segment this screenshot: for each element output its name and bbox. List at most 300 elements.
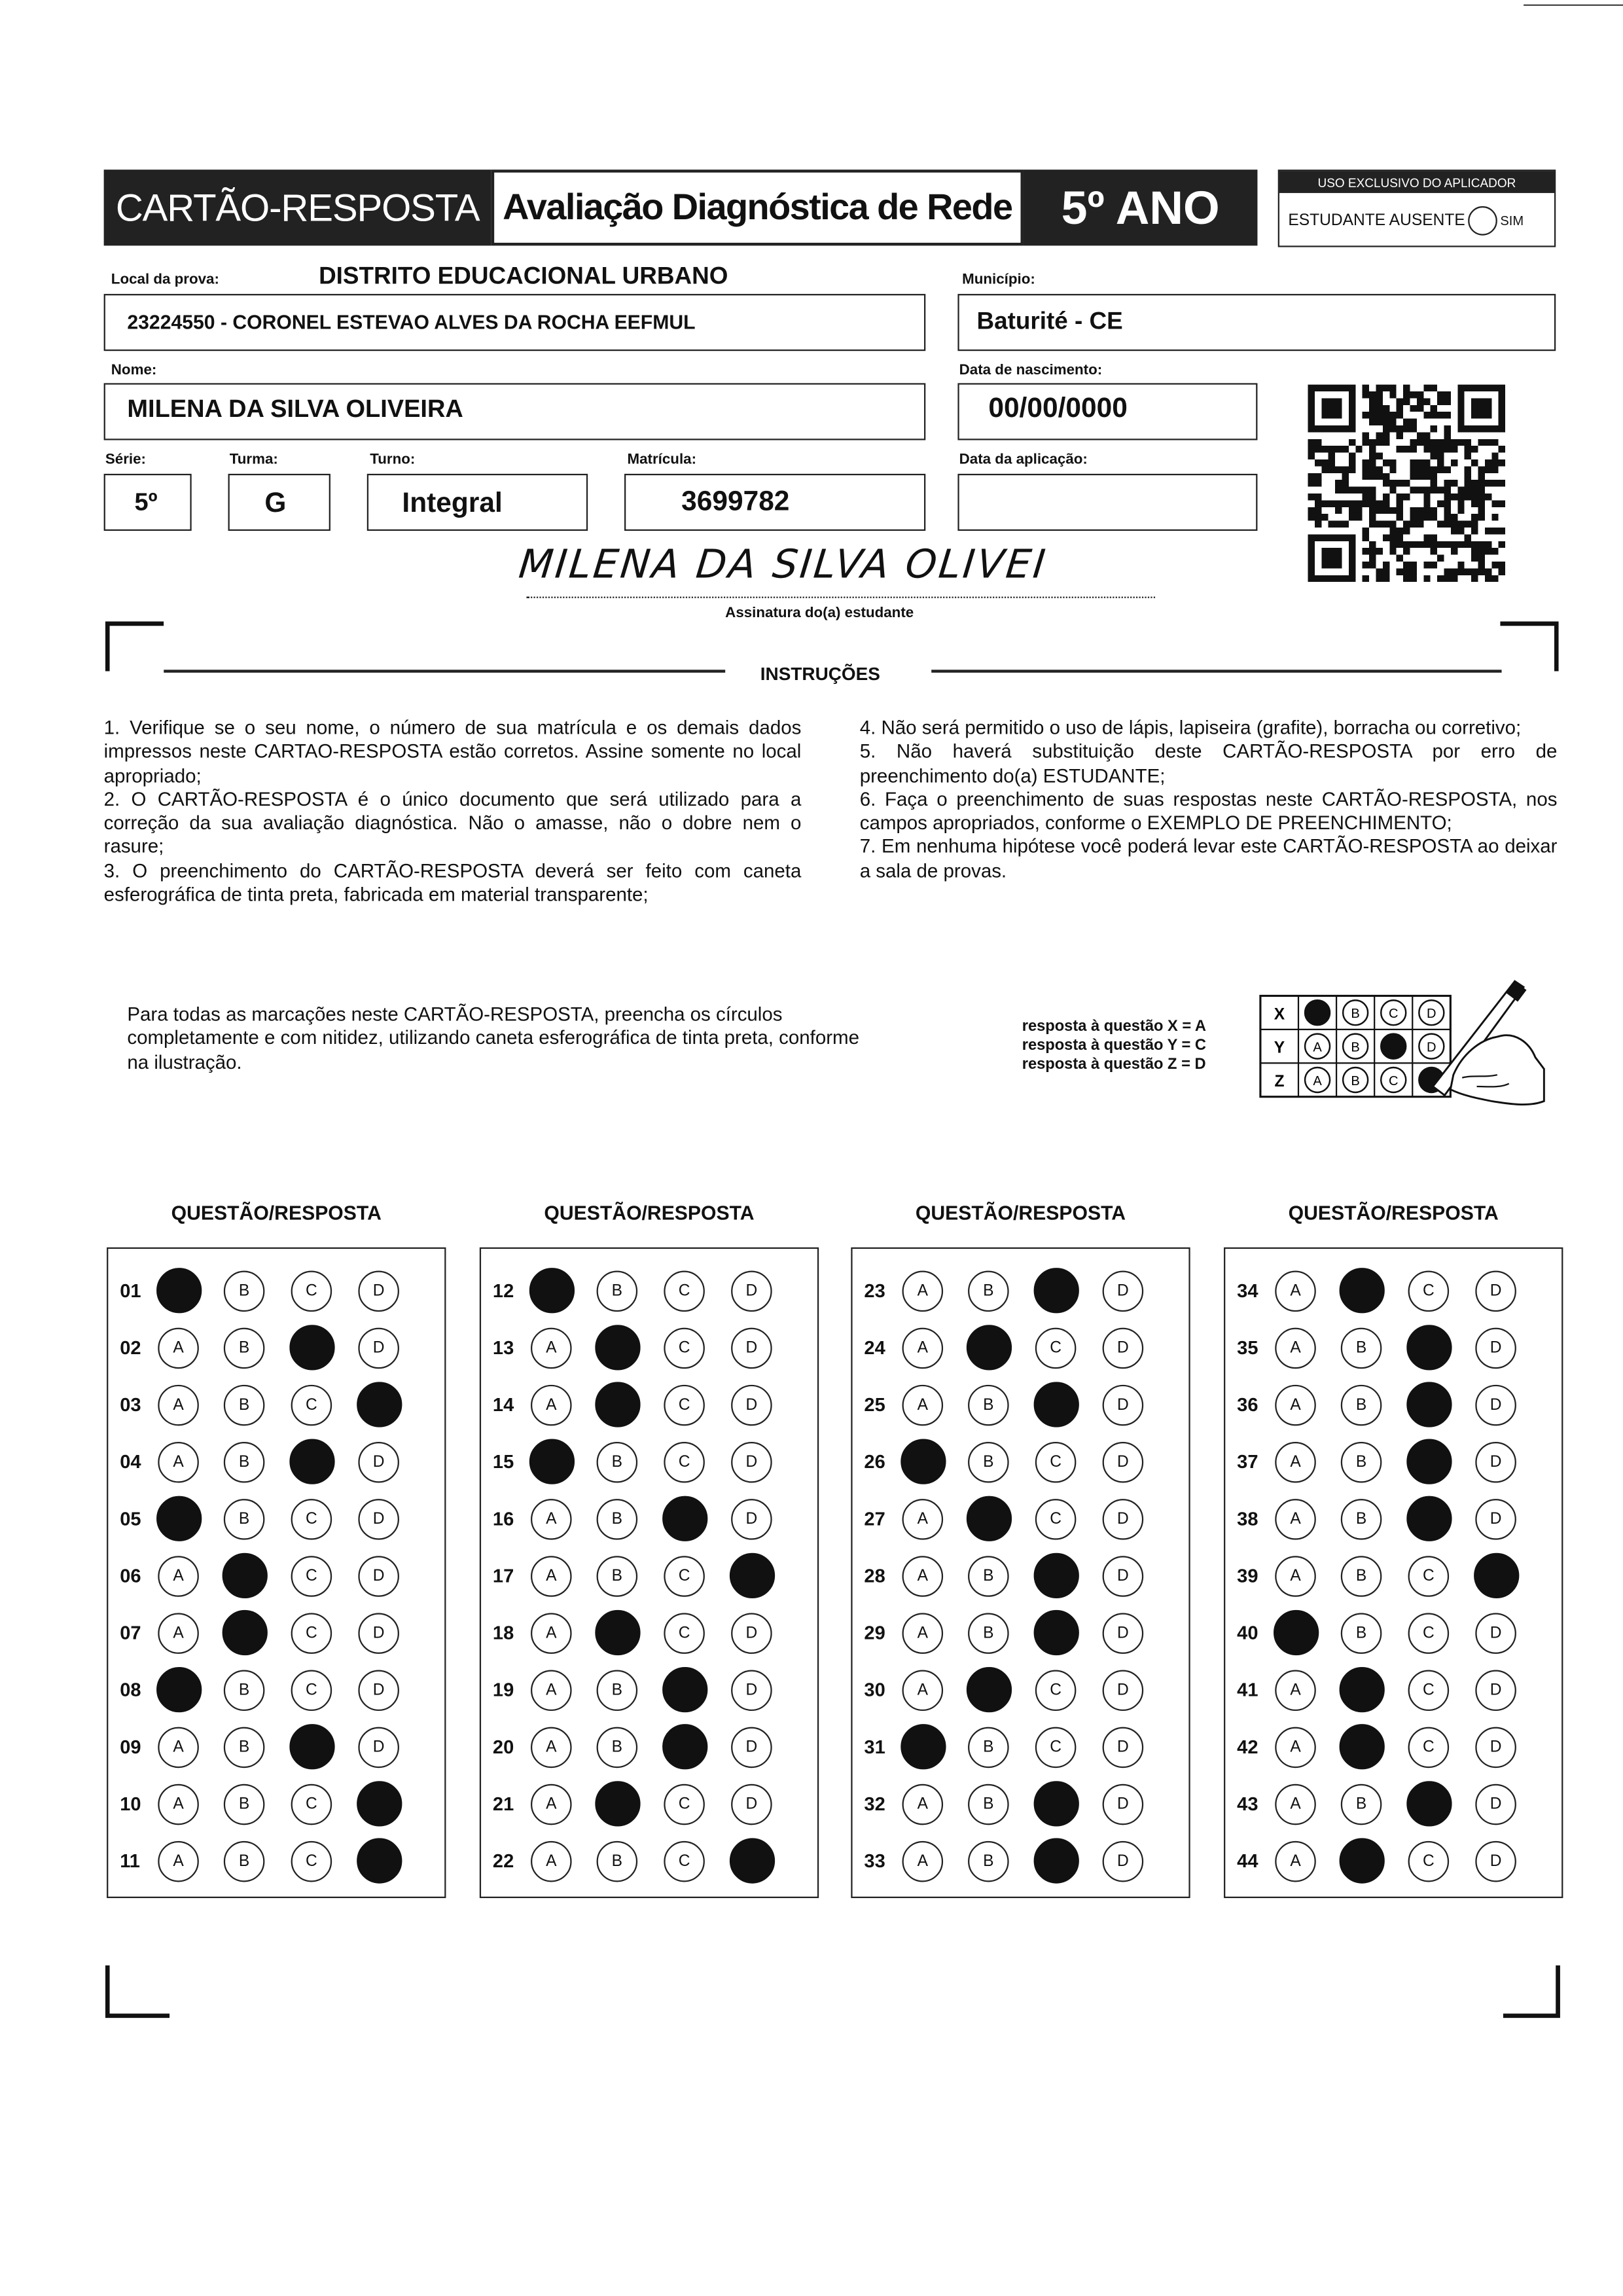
answer-bubble-d[interactable]: D (731, 1328, 772, 1369)
answer-bubble-d[interactable]: D (1475, 1841, 1516, 1882)
answer-bubble-a-filled[interactable] (1273, 1610, 1318, 1655)
answer-bubble-b-filled[interactable] (966, 1496, 1011, 1541)
answer-bubble-d[interactable]: D (1103, 1499, 1144, 1540)
answer-bubble-c-filled[interactable] (289, 1439, 334, 1484)
answer-bubble-c-filled[interactable] (662, 1667, 707, 1712)
answer-bubble-d[interactable]: D (731, 1271, 772, 1312)
answer-bubble-a[interactable]: A (902, 1784, 944, 1825)
question-number: 16 (492, 1507, 514, 1530)
question-number: 25 (864, 1393, 885, 1416)
answer-bubble-a[interactable]: A (158, 1556, 199, 1597)
card-title: CARTÃO-RESPOSTA (104, 170, 491, 245)
answer-bubble-d[interactable]: D (1103, 1784, 1144, 1825)
answer-bubble-d-filled[interactable] (356, 1781, 401, 1826)
answer-bubble-c[interactable]: C (1408, 1727, 1450, 1768)
answer-bubble-b-filled[interactable] (594, 1781, 639, 1826)
answer-row-12 (481, 1269, 817, 1313)
answer-row-16 (481, 1498, 817, 1541)
answer-row-24 (853, 1326, 1189, 1370)
answer-bubble-b[interactable]: B (968, 1556, 1009, 1597)
answer-row-41 (1225, 1668, 1561, 1712)
absent-checkbox[interactable] (1468, 206, 1497, 236)
answer-bubble-d[interactable]: D (358, 1442, 399, 1483)
answer-bubble-c-filled[interactable] (289, 1724, 334, 1769)
answer-row-13 (481, 1326, 817, 1370)
answer-bubble-c[interactable]: C (1035, 1727, 1077, 1768)
municipio-value: Baturité - CE (976, 308, 1123, 335)
answer-bubble-c[interactable]: C (664, 1556, 705, 1597)
answer-bubble-d[interactable]: D (1103, 1556, 1144, 1597)
nome-label: Nome: (111, 363, 157, 379)
answer-bubble-a[interactable]: A (1275, 1556, 1316, 1597)
answer-bubble-d[interactable]: D (1103, 1670, 1144, 1711)
answer-bubble-a[interactable]: A (902, 1841, 944, 1882)
answer-bubble-c[interactable]: C (291, 1556, 332, 1597)
question-number: 33 (864, 1850, 885, 1872)
answer-row-03 (108, 1384, 444, 1427)
answer-bubble-a-filled[interactable] (156, 1496, 201, 1541)
answer-bubble-d-filled[interactable] (729, 1838, 774, 1883)
answer-bubble-b[interactable]: B (597, 1670, 638, 1711)
evaluation-title: Avaliação Diagnóstica de Rede (491, 170, 1024, 245)
answer-bubble-c-filled[interactable] (289, 1325, 334, 1370)
answer-bubble-d[interactable]: D (1475, 1670, 1516, 1711)
answer-bubble-c[interactable]: C (291, 1670, 332, 1711)
answer-row-25 (853, 1384, 1189, 1427)
answer-bubble-b[interactable]: B (968, 1784, 1009, 1825)
answer-bubble-c-filled[interactable] (1033, 1268, 1078, 1313)
answer-bubble-a[interactable]: A (531, 1841, 572, 1882)
answer-bubble-d[interactable]: D (358, 1670, 399, 1711)
instructions-left-column (104, 717, 802, 907)
question-number: 15 (492, 1450, 514, 1473)
answer-bubble-c-filled[interactable] (1406, 1325, 1451, 1370)
answer-bubble-b-filled[interactable] (221, 1553, 266, 1598)
answer-bubble-c[interactable]: C (664, 1271, 705, 1312)
answer-bubble-d[interactable]: D (358, 1271, 399, 1312)
answer-bubble-a[interactable]: A (531, 1385, 572, 1426)
answer-bubble-c[interactable]: C (291, 1613, 332, 1654)
answer-bubble-d[interactable]: D (358, 1328, 399, 1369)
answer-bubble-d-filled[interactable] (1473, 1553, 1518, 1598)
answer-bubble-d[interactable]: D (1475, 1271, 1516, 1312)
answer-row-33 (853, 1840, 1189, 1884)
answer-row-04 (108, 1441, 444, 1484)
answer-bubble-d[interactable]: D (731, 1727, 772, 1768)
applicator-box (1278, 170, 1556, 247)
answer-bubble-d[interactable]: D (358, 1727, 399, 1768)
answer-bubble-a[interactable]: A (158, 1613, 199, 1654)
answer-bubble-b[interactable]: B (224, 1841, 265, 1882)
answer-bubble-a[interactable]: A (902, 1499, 944, 1540)
answer-bubble-a[interactable]: A (1275, 1727, 1316, 1768)
answer-bubble-d[interactable]: D (1475, 1727, 1516, 1768)
answer-bubble-b[interactable]: B (1341, 1385, 1382, 1426)
answer-column-title: QUESTÃO/RESPOSTA (544, 1202, 755, 1225)
answer-bubble-a[interactable]: A (158, 1385, 199, 1426)
example-legend (1022, 1018, 1206, 1075)
answer-bubble-a[interactable]: A (1275, 1499, 1316, 1540)
answer-bubble-b[interactable]: B (224, 1499, 265, 1540)
answer-row-31 (853, 1725, 1189, 1769)
answer-row-23 (853, 1269, 1189, 1313)
answer-bubble-d-filled[interactable] (729, 1553, 774, 1598)
answer-bubble-c-filled[interactable] (1033, 1382, 1078, 1427)
example-bubble-letter: B (1351, 1040, 1360, 1055)
answer-bubble-a[interactable]: A (158, 1442, 199, 1483)
answer-bubble-a[interactable]: A (531, 1727, 572, 1768)
fill-instruction: Para todas as marcações neste CARTÃO-RESPOSTA, preencha os círculos completamente e com nitidez, utilizando caneta esferográfica de tinta preta, conforme na ilustração. (127, 1003, 859, 1073)
answer-bubble-c[interactable]: C (291, 1385, 332, 1426)
answer-row-21 (481, 1783, 817, 1827)
answer-bubble-d[interactable]: D (731, 1670, 772, 1711)
student-signature: MILENA DA SILVA OLIVEI (516, 542, 1050, 588)
question-number: 22 (492, 1850, 514, 1872)
answer-row-22 (481, 1840, 817, 1884)
turma-value: G (264, 488, 287, 520)
answer-row-05 (108, 1498, 444, 1541)
answer-bubble-a[interactable]: A (902, 1556, 944, 1597)
answer-column (107, 1247, 446, 1898)
answer-bubble-b[interactable]: B (968, 1442, 1009, 1483)
answer-bubble-a[interactable]: A (1275, 1784, 1316, 1825)
answer-bubble-d-filled[interactable] (356, 1382, 401, 1427)
answer-bubble-c[interactable]: C (1035, 1328, 1077, 1369)
answer-row-11 (108, 1840, 444, 1884)
answer-bubble-c-filled[interactable] (1033, 1838, 1078, 1883)
question-number: 41 (1237, 1678, 1258, 1701)
answer-bubble-b[interactable]: B (1341, 1442, 1382, 1483)
question-number: 14 (492, 1393, 514, 1416)
answer-bubble-c[interactable]: C (291, 1271, 332, 1312)
answer-bubble-b[interactable]: B (968, 1271, 1009, 1312)
question-number: 34 (1237, 1279, 1258, 1302)
answer-bubble-a[interactable]: A (158, 1841, 199, 1882)
answer-bubble-a[interactable]: A (531, 1613, 572, 1654)
question-number: 39 (1237, 1564, 1258, 1587)
answer-row-32 (853, 1783, 1189, 1827)
answer-bubble-b-filled[interactable] (594, 1325, 639, 1370)
matricula-value: 3699782 (681, 486, 790, 518)
answer-column (851, 1247, 1190, 1898)
example-bubble-filled (1381, 1034, 1406, 1059)
answer-bubble-b[interactable]: B (968, 1385, 1009, 1426)
question-number: 21 (492, 1793, 514, 1815)
answer-row-42 (1225, 1725, 1561, 1769)
answer-bubble-b[interactable]: B (597, 1727, 638, 1768)
answer-bubble-d[interactable]: D (1103, 1727, 1144, 1768)
answer-bubble-a[interactable]: A (1275, 1442, 1316, 1483)
example-bubble-letter: C (1388, 1073, 1399, 1088)
answer-bubble-b-filled[interactable] (221, 1610, 266, 1655)
answer-bubble-c[interactable]: C (1408, 1613, 1450, 1654)
answer-row-27 (853, 1498, 1189, 1541)
answer-bubble-d[interactable]: D (1103, 1271, 1144, 1312)
signature-line (526, 597, 1155, 598)
question-number: 01 (120, 1279, 141, 1302)
answer-bubble-a-filled[interactable] (529, 1439, 574, 1484)
instruction-item: 7. Em nenhuma hipótese você poderá levar este CARTÃO-RESPOSTA ao deixar a sala de provas. (859, 835, 1558, 882)
instruction-item: 1. Verifique se o seu nome, o número de sua matrícula e os demais dados impressos neste CARTAO-RESPOSTA estão corretos. Assine somente no local apropriado; (103, 716, 802, 787)
question-number: 26 (864, 1450, 885, 1473)
question-number: 10 (120, 1793, 141, 1815)
instructions-right-column (860, 717, 1558, 884)
answer-bubble-c-filled[interactable] (662, 1496, 707, 1541)
answer-bubble-a[interactable]: A (531, 1670, 572, 1711)
answer-bubble-c[interactable]: C (664, 1328, 705, 1369)
answer-bubble-d[interactable]: D (1475, 1385, 1516, 1426)
answer-bubble-c-filled[interactable] (1406, 1496, 1451, 1541)
answer-bubble-b[interactable]: B (224, 1727, 265, 1768)
answer-bubble-c[interactable]: C (1408, 1556, 1450, 1597)
answer-bubble-c[interactable]: C (664, 1385, 705, 1426)
question-number: 43 (1237, 1793, 1258, 1815)
answer-bubble-b-filled[interactable] (1338, 1268, 1383, 1313)
answer-bubble-a-filled[interactable] (900, 1439, 945, 1484)
question-number: 36 (1237, 1393, 1258, 1416)
example-legend-item: resposta à questão X = A (1022, 1018, 1207, 1035)
turno-label: Turno: (370, 452, 416, 468)
answer-bubble-b[interactable]: B (224, 1670, 265, 1711)
nascimento-value: 00/00/0000 (988, 393, 1128, 424)
answer-bubble-c[interactable]: C (664, 1784, 705, 1825)
question-number: 19 (492, 1678, 514, 1701)
answer-row-08 (108, 1668, 444, 1712)
answer-bubble-c-filled[interactable] (1033, 1781, 1078, 1826)
answer-bubble-b[interactable]: B (968, 1613, 1009, 1654)
example-bubble-letter: D (1427, 1040, 1436, 1055)
serie-value: 5º (134, 488, 158, 516)
answer-bubble-b[interactable]: B (224, 1385, 265, 1426)
question-number: 29 (864, 1621, 885, 1644)
turma-label: Turma: (229, 452, 278, 468)
instructions-title: INSTRUÇÕES (760, 664, 880, 685)
answer-bubble-b[interactable]: B (597, 1499, 638, 1540)
answer-bubble-c-filled[interactable] (1406, 1781, 1451, 1826)
example-bubble-letter: A (1313, 1040, 1322, 1055)
answer-bubble-a[interactable]: A (902, 1385, 944, 1426)
answer-row-34 (1225, 1269, 1561, 1313)
answer-bubble-c[interactable]: C (291, 1841, 332, 1882)
answer-row-20 (481, 1725, 817, 1769)
local-value: 23224550 - CORONEL ESTEVAO ALVES DA ROCHA EEFMUL (127, 311, 696, 334)
question-number: 03 (120, 1393, 141, 1416)
answer-bubble-b-filled[interactable] (1338, 1667, 1383, 1712)
answer-bubble-b[interactable]: B (1341, 1328, 1382, 1369)
answer-bubble-d[interactable]: D (1103, 1442, 1144, 1483)
absent-option-label: SIM (1500, 213, 1524, 228)
corner-mark-top-right (1500, 622, 1558, 672)
answer-bubble-c[interactable]: C (291, 1499, 332, 1540)
serie-label: Série: (105, 452, 146, 468)
answer-row-37 (1225, 1441, 1561, 1484)
answer-bubble-a[interactable]: A (531, 1556, 572, 1597)
question-number: 27 (864, 1507, 885, 1530)
answer-column (1224, 1247, 1563, 1898)
answer-row-01 (108, 1269, 444, 1313)
answer-row-14 (481, 1384, 817, 1427)
answer-bubble-a[interactable]: A (531, 1499, 572, 1540)
answer-bubble-d[interactable]: D (731, 1784, 772, 1825)
question-number: 28 (864, 1564, 885, 1587)
answer-bubble-c[interactable]: C (291, 1784, 332, 1825)
answer-bubble-a[interactable]: A (158, 1727, 199, 1768)
answer-bubble-d[interactable]: D (1103, 1385, 1144, 1426)
answer-bubble-d[interactable]: D (1475, 1613, 1516, 1654)
instruction-item: 2. O CARTÃO-RESPOSTA é o único documento que será utilizado para a correção da sua avaliação diagnóstica. Não o amasse, não o dobre nem o rasure; (103, 788, 802, 858)
answer-column-title: QUESTÃO/RESPOSTA (915, 1202, 1126, 1225)
answer-row-07 (108, 1611, 444, 1655)
answer-bubble-a-filled[interactable] (156, 1268, 201, 1313)
answer-row-09 (108, 1725, 444, 1769)
answer-bubble-a[interactable]: A (1275, 1385, 1316, 1426)
question-number: 38 (1237, 1507, 1258, 1530)
answer-bubble-d[interactable]: D (358, 1556, 399, 1597)
answer-bubble-b[interactable]: B (597, 1841, 638, 1882)
answer-bubble-a[interactable]: A (1275, 1271, 1316, 1312)
answer-bubble-b-filled[interactable] (1338, 1838, 1383, 1883)
question-number: 12 (492, 1279, 514, 1302)
answer-bubble-b-filled[interactable] (594, 1610, 639, 1655)
answer-bubble-d[interactable]: D (1475, 1784, 1516, 1825)
answer-row-36 (1225, 1384, 1561, 1427)
absent-line (1288, 206, 1524, 236)
answer-bubble-b[interactable]: B (1341, 1784, 1382, 1825)
answer-bubble-c[interactable]: C (1035, 1670, 1077, 1711)
instruction-item: 3. O preenchimento do CARTÃO-RESPOSTA deverá ser feito com caneta esferográfica de tinta preta, fabricada em material transparente; (103, 859, 802, 906)
instructions-rule-right (931, 670, 1501, 672)
question-number: 06 (120, 1564, 141, 1587)
answer-bubble-a-filled[interactable] (900, 1724, 945, 1769)
answer-row-40 (1225, 1611, 1561, 1655)
answer-bubble-c[interactable]: C (1408, 1670, 1450, 1711)
question-number: 07 (120, 1621, 141, 1644)
answer-bubble-d[interactable]: D (731, 1385, 772, 1426)
answer-bubble-c[interactable]: C (664, 1613, 705, 1654)
answer-bubble-c[interactable]: C (1408, 1271, 1450, 1312)
answer-row-26 (853, 1441, 1189, 1484)
answer-bubble-b-filled[interactable] (1338, 1724, 1383, 1769)
corner-mark-top-left (105, 622, 164, 672)
answer-bubble-b[interactable]: B (1341, 1556, 1382, 1597)
local-label: Local da prova: (111, 272, 219, 289)
qr-code (1306, 385, 1507, 583)
answer-bubble-d[interactable]: D (1103, 1328, 1144, 1369)
answer-row-38 (1225, 1498, 1561, 1541)
answer-bubble-b[interactable]: B (597, 1442, 638, 1483)
answer-bubble-a[interactable]: A (531, 1328, 572, 1369)
answer-bubble-b[interactable]: B (224, 1784, 265, 1825)
fill-example-illustration (1257, 973, 1550, 1151)
answer-bubble-b[interactable]: B (1341, 1499, 1382, 1540)
answer-row-28 (853, 1554, 1189, 1598)
answer-bubble-d-filled[interactable] (356, 1838, 401, 1883)
answer-bubble-c[interactable]: C (1035, 1442, 1077, 1483)
example-bubble-letter: D (1427, 1007, 1436, 1022)
answer-bubble-a[interactable]: A (1275, 1841, 1316, 1882)
example-bubble-letter: C (1388, 1007, 1399, 1022)
answer-bubble-a-filled[interactable] (529, 1268, 574, 1313)
answer-row-39 (1225, 1554, 1561, 1598)
question-number: 40 (1237, 1621, 1258, 1644)
answer-bubble-a[interactable]: A (158, 1328, 199, 1369)
example-bubble-filled (1305, 1000, 1330, 1025)
question-number: 32 (864, 1793, 885, 1815)
answer-bubble-b[interactable]: B (597, 1556, 638, 1597)
answer-bubble-d[interactable]: D (731, 1442, 772, 1483)
turno-value: Integral (402, 488, 503, 520)
instruction-item: 4. Não será permitido o uso de lápis, lapiseira (grafite), borracha ou corretivo; (859, 716, 1522, 739)
question-number: 31 (864, 1736, 885, 1758)
answer-bubble-a[interactable]: A (902, 1328, 944, 1369)
answer-bubble-a[interactable]: A (1275, 1328, 1316, 1369)
answer-bubble-d[interactable]: D (1103, 1613, 1144, 1654)
answer-row-35 (1225, 1326, 1561, 1370)
answer-bubble-d[interactable]: D (1103, 1841, 1144, 1882)
answer-row-19 (481, 1668, 817, 1712)
answer-bubble-d[interactable]: D (1475, 1328, 1516, 1369)
answer-column (480, 1247, 819, 1898)
answer-bubble-b-filled[interactable] (966, 1667, 1011, 1712)
question-number: 02 (120, 1336, 141, 1359)
answer-bubble-b[interactable]: B (968, 1841, 1009, 1882)
scan-edge-line (1524, 5, 1623, 6)
answer-bubble-a[interactable]: A (902, 1613, 944, 1654)
answer-bubble-c[interactable]: C (1035, 1499, 1077, 1540)
answer-bubble-c-filled[interactable] (662, 1724, 707, 1769)
question-number: 23 (864, 1279, 885, 1302)
answer-bubble-b[interactable]: B (1341, 1613, 1382, 1654)
answer-bubble-a-filled[interactable] (156, 1667, 201, 1712)
answer-bubble-b-filled[interactable] (594, 1382, 639, 1427)
answer-row-18 (481, 1611, 817, 1655)
question-number: 24 (864, 1336, 885, 1359)
answer-bubble-a[interactable]: A (1275, 1670, 1316, 1711)
answer-bubble-d[interactable]: D (731, 1499, 772, 1540)
answer-bubble-c-filled[interactable] (1033, 1610, 1078, 1655)
answer-bubble-b[interactable]: B (224, 1442, 265, 1483)
answer-row-06 (108, 1554, 444, 1598)
answer-bubble-b[interactable]: B (224, 1328, 265, 1369)
answer-bubble-b[interactable]: B (224, 1271, 265, 1312)
answer-bubble-c-filled[interactable] (1406, 1382, 1451, 1427)
answer-row-30 (853, 1668, 1189, 1712)
answer-row-02 (108, 1326, 444, 1370)
question-number: 09 (120, 1736, 141, 1758)
answer-bubble-a[interactable]: A (531, 1784, 572, 1825)
answer-bubble-d[interactable]: D (1475, 1499, 1516, 1540)
answer-bubble-c-filled[interactable] (1406, 1439, 1451, 1484)
answer-bubble-d[interactable]: D (1475, 1442, 1516, 1483)
answer-bubble-d[interactable]: D (731, 1613, 772, 1654)
answer-bubble-c[interactable]: C (664, 1442, 705, 1483)
answer-bubble-c-filled[interactable] (1033, 1553, 1078, 1598)
answer-bubble-c[interactable]: C (664, 1841, 705, 1882)
answer-bubble-d[interactable]: D (358, 1613, 399, 1654)
answer-bubble-d[interactable]: D (358, 1499, 399, 1540)
question-number: 35 (1237, 1336, 1258, 1359)
answer-bubble-b[interactable]: B (968, 1727, 1009, 1768)
answer-bubble-c[interactable]: C (1408, 1841, 1450, 1882)
answer-bubble-a[interactable]: A (902, 1271, 944, 1312)
example-bubble-letter: A (1313, 1073, 1322, 1088)
answer-bubble-a[interactable]: A (902, 1670, 944, 1711)
municipio-label: Município: (962, 272, 1035, 289)
answer-bubble-b[interactable]: B (597, 1271, 638, 1312)
answer-bubble-a[interactable]: A (158, 1784, 199, 1825)
answer-bubble-b-filled[interactable] (966, 1325, 1011, 1370)
question-number: 20 (492, 1736, 514, 1758)
